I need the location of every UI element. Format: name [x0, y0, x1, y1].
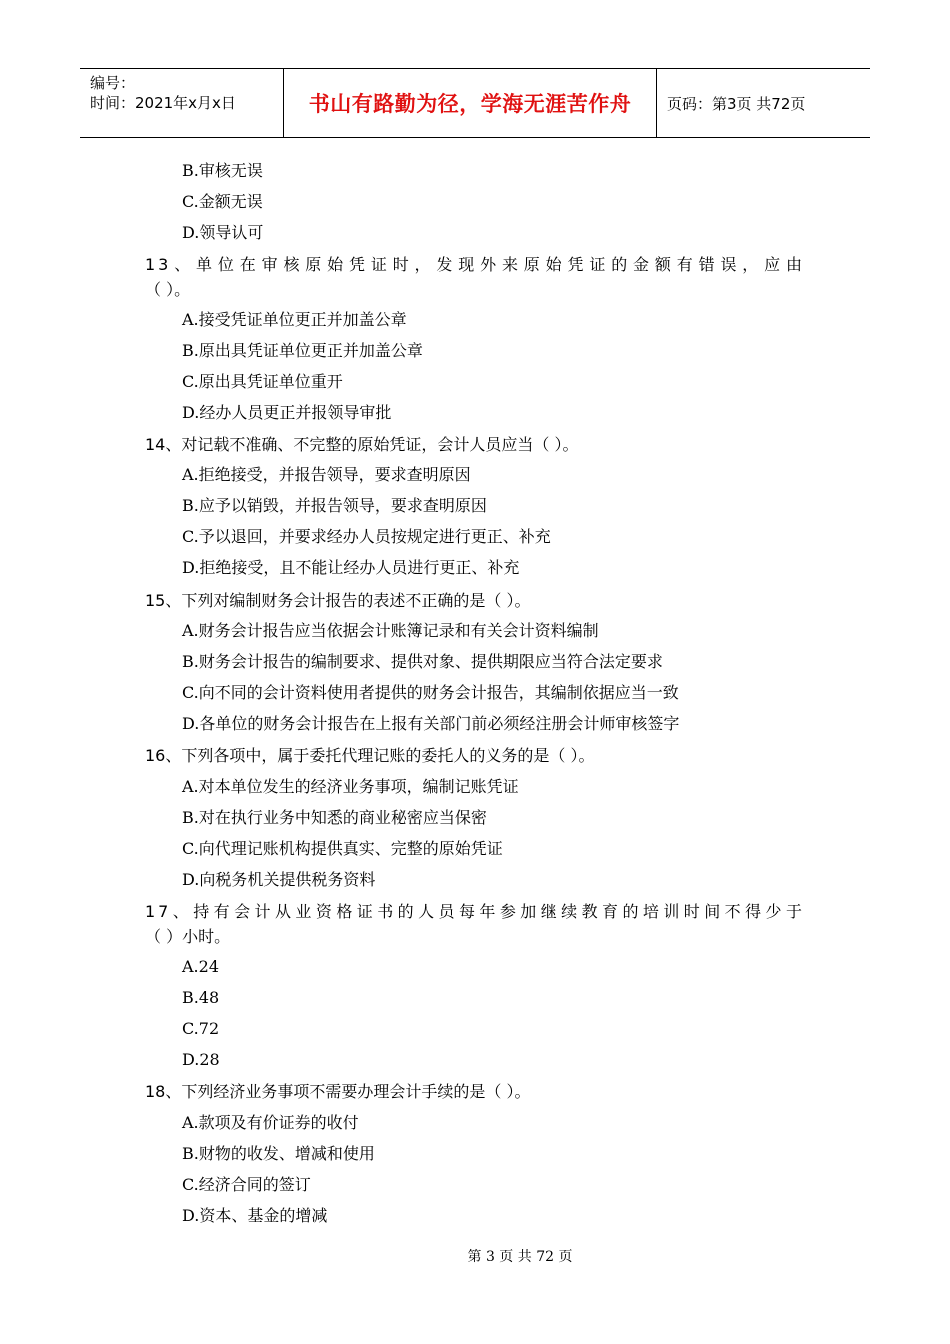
q13-stem-line1: 13、单位在审核原始凭证时，发现外来原始凭证的金额有错误，应由 [145, 255, 805, 274]
header-page-cell [657, 69, 870, 137]
q14-option-b: B.应予以销毁，并报告领导，要求查明原因 [182, 496, 487, 515]
q13-option-c: C.原出具凭证单位重开 [182, 372, 343, 391]
q16-option-c: C.向代理记账机构提供真实、完整的原始凭证 [182, 839, 503, 858]
header-page-info: 页码：第3页 共72页 [667, 94, 806, 113]
q17-option-a: A.24 [182, 957, 219, 976]
q17-option-d: D.28 [182, 1050, 220, 1069]
q17-option-c: C.72 [182, 1019, 220, 1038]
q17-stem-line1: 17、持有会计从业资格证书的人员每年参加继续教育的培训时间不得少于 [145, 902, 805, 921]
q14-option-c: C.予以退回，并要求经办人员按规定进行更正、补充 [182, 527, 551, 546]
header-motto-cell [284, 69, 657, 137]
q18-stem: 18、下列经济业务事项不需要办理会计手续的是（ ）。 [145, 1082, 531, 1101]
q15-stem: 15、下列对编制财务会计报告的表述不正确的是（ ）。 [145, 591, 531, 610]
document-time-label: 时间：2021年x月x日 [90, 94, 236, 112]
q18-option-c: C.经济合同的签订 [182, 1175, 311, 1194]
q16-stem: 16、下列各项中，属于委托代理记账的委托人的义务的是（ ）。 [145, 746, 595, 765]
q15-option-c: C.向不同的会计资料使用者提供的财务会计报告，其编制依据应当一致 [182, 683, 679, 702]
header-info-cell [80, 69, 284, 137]
page-header [80, 68, 870, 138]
q12-option-c: C.金额无误 [182, 192, 263, 211]
q16-option-b: B.对在执行业务中知悉的商业秘密应当保密 [182, 808, 487, 827]
q15-option-a: A.财务会计报告应当依据会计账簿记录和有关会计资料编制 [182, 621, 599, 640]
q12-option-b: B.审核无误 [182, 161, 263, 180]
q14-option-d: D.拒绝接受，且不能让经办人员进行更正、补充 [182, 558, 520, 577]
q14-stem: 14、对记载不准确、不完整的原始凭证，会计人员应当（ ）。 [145, 435, 579, 454]
q15-option-d: D.各单位的财务会计报告在上报有关部门前必须经注册会计师审核签字 [182, 714, 680, 733]
q18-option-a: A.款项及有价证券的收付 [182, 1113, 359, 1132]
q12-option-d: D.领导认可 [182, 223, 264, 242]
q17-stem-line2: （ ）小时。 [145, 927, 231, 946]
q13-stem-line2: （ ）。 [145, 280, 191, 299]
motto-text: 书山有路勤为径，学海无涯苦作舟 [308, 92, 632, 116]
q17-option-b: B.48 [182, 988, 220, 1007]
q15-option-b: B.财务会计报告的编制要求、提供对象、提供期限应当符合法定要求 [182, 652, 663, 671]
page-footer: 第 3 页 共 72 页 [467, 1249, 573, 1265]
q14-option-a: A.拒绝接受，并报告领导，要求查明原因 [182, 465, 471, 484]
q18-option-b: B.财物的收发、增减和使用 [182, 1144, 375, 1163]
q16-option-a: A.对本单位发生的经济业务事项，编制记账凭证 [182, 777, 519, 796]
q13-option-a: A.接受凭证单位更正并加盖公章 [182, 310, 407, 329]
q16-option-d: D.向税务机关提供税务资料 [182, 870, 376, 889]
document-number-label: 编号： [90, 74, 136, 92]
q13-option-d: D.经办人员更正并报领导审批 [182, 403, 392, 422]
q18-option-d: D.资本、基金的增减 [182, 1206, 328, 1225]
q13-option-b: B.原出具凭证单位更正并加盖公章 [182, 341, 423, 360]
